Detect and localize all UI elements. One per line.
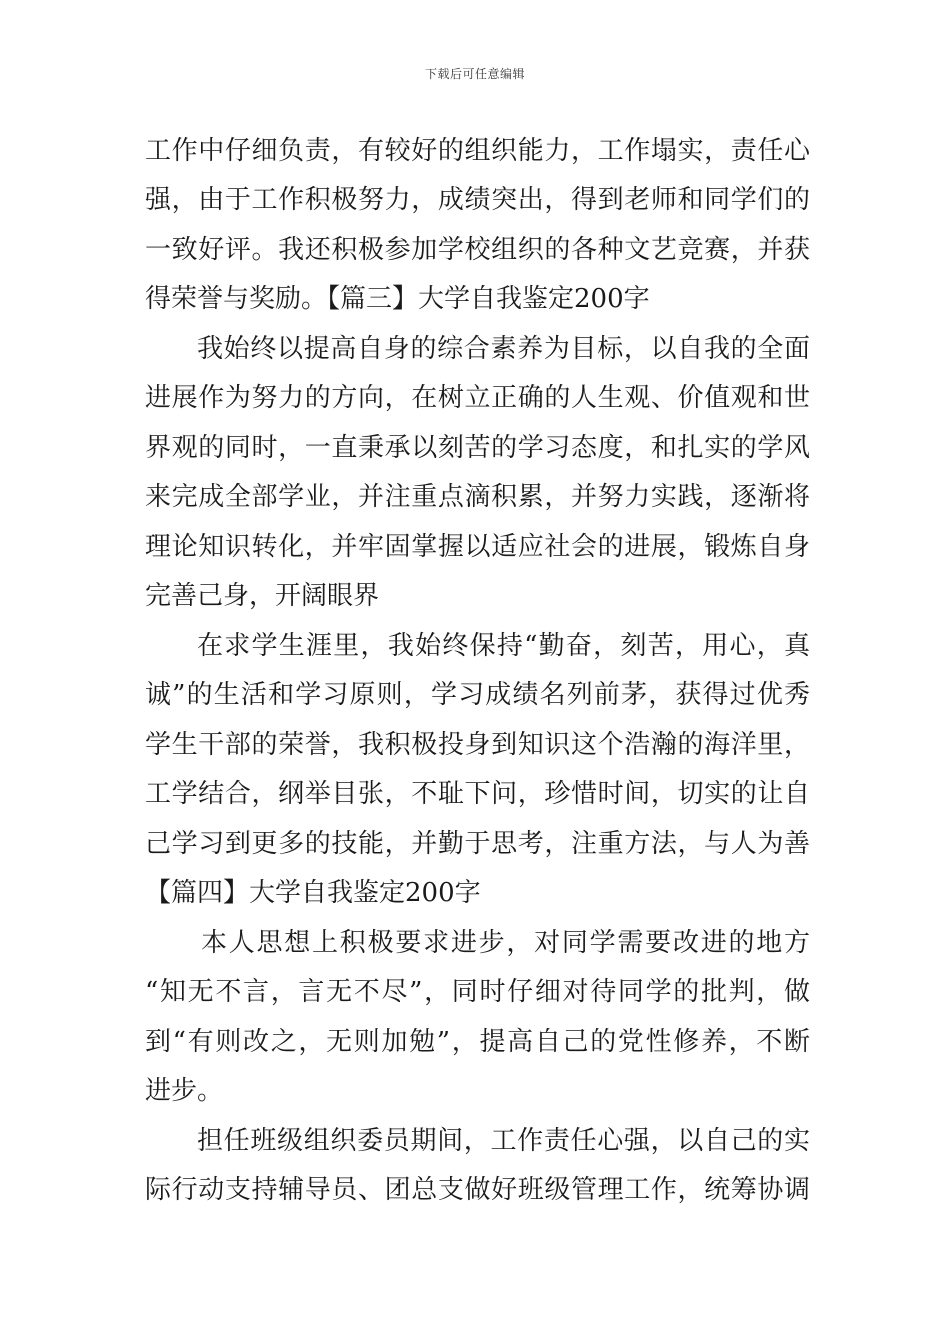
text-line: 理论知识转化，并牢固掌握以适应社会的进展，锻炼自身 <box>145 532 810 562</box>
section-heading-line: 【篇四】大学自我鉴定200字 <box>145 878 481 908</box>
text-line: “知无不言，言无不尽”，同时仔细对待同学的批判，做 <box>145 977 810 1007</box>
text-line: 己学习到更多的技能，并勤于思考，注重方法，与人为善 <box>145 829 810 859</box>
text-line: 进展作为努力的方向，在树立正确的人生观、价值观和世 <box>145 383 810 413</box>
page-header: 下载后可任意编辑 <box>424 67 525 81</box>
text-line: 到“有则改之，无则加勉”，提高自己的党性修养，不断 <box>145 1027 810 1057</box>
text-line: 来完成全部学业，并注重点滴积累，并努力实践，逐渐将 <box>145 482 810 512</box>
text-line: 学生干部的荣誉，我积极投身到知识这个浩瀚的海洋里， <box>145 730 810 760</box>
paragraph-first-line: 我始终以提高自身的综合素养为目标，以自我的全面 <box>197 334 810 364</box>
paragraph-first-line: 担任班级组织委员期间，工作责任心强，以自己的实 <box>197 1126 810 1156</box>
text-line: 诚”的生活和学习原则，学习成绩名列前茅，获得过优秀 <box>145 680 810 710</box>
paragraph-first-line: 本人思想上积极要求进步，对同学需要改进的地方 <box>201 928 810 958</box>
text-line: 际行动支持辅导员、团总支做好班级管理工作，统筹协调 <box>145 1175 810 1205</box>
text-line: 完善己身，开阔眼界 <box>145 581 380 611</box>
text-line: 界观的同时，一直秉承以刻苦的学习态度，和扎实的学风 <box>145 433 810 463</box>
paragraph-first-line: 在求学生涯里，我始终保持“勤奋，刻苦，用心，真 <box>197 631 810 661</box>
section-heading-line: 得荣誉与奖励。【篇三】大学自我鉴定200字 <box>145 284 650 314</box>
text-line: 进步。 <box>145 1076 224 1106</box>
text-line: 工作中仔细负责，有较好的组织能力，工作塌实，责任心 <box>145 136 810 166</box>
text-line: 工学结合，纲举目张，不耻下问，珍惜时间，切实的让自 <box>145 779 810 809</box>
text-line: 强，由于工作积极努力，成绩突出，得到老师和同学们的 <box>145 185 810 215</box>
text-line: 一致好评。我还积极参加学校组织的各种文艺竞赛，并获 <box>145 235 810 265</box>
